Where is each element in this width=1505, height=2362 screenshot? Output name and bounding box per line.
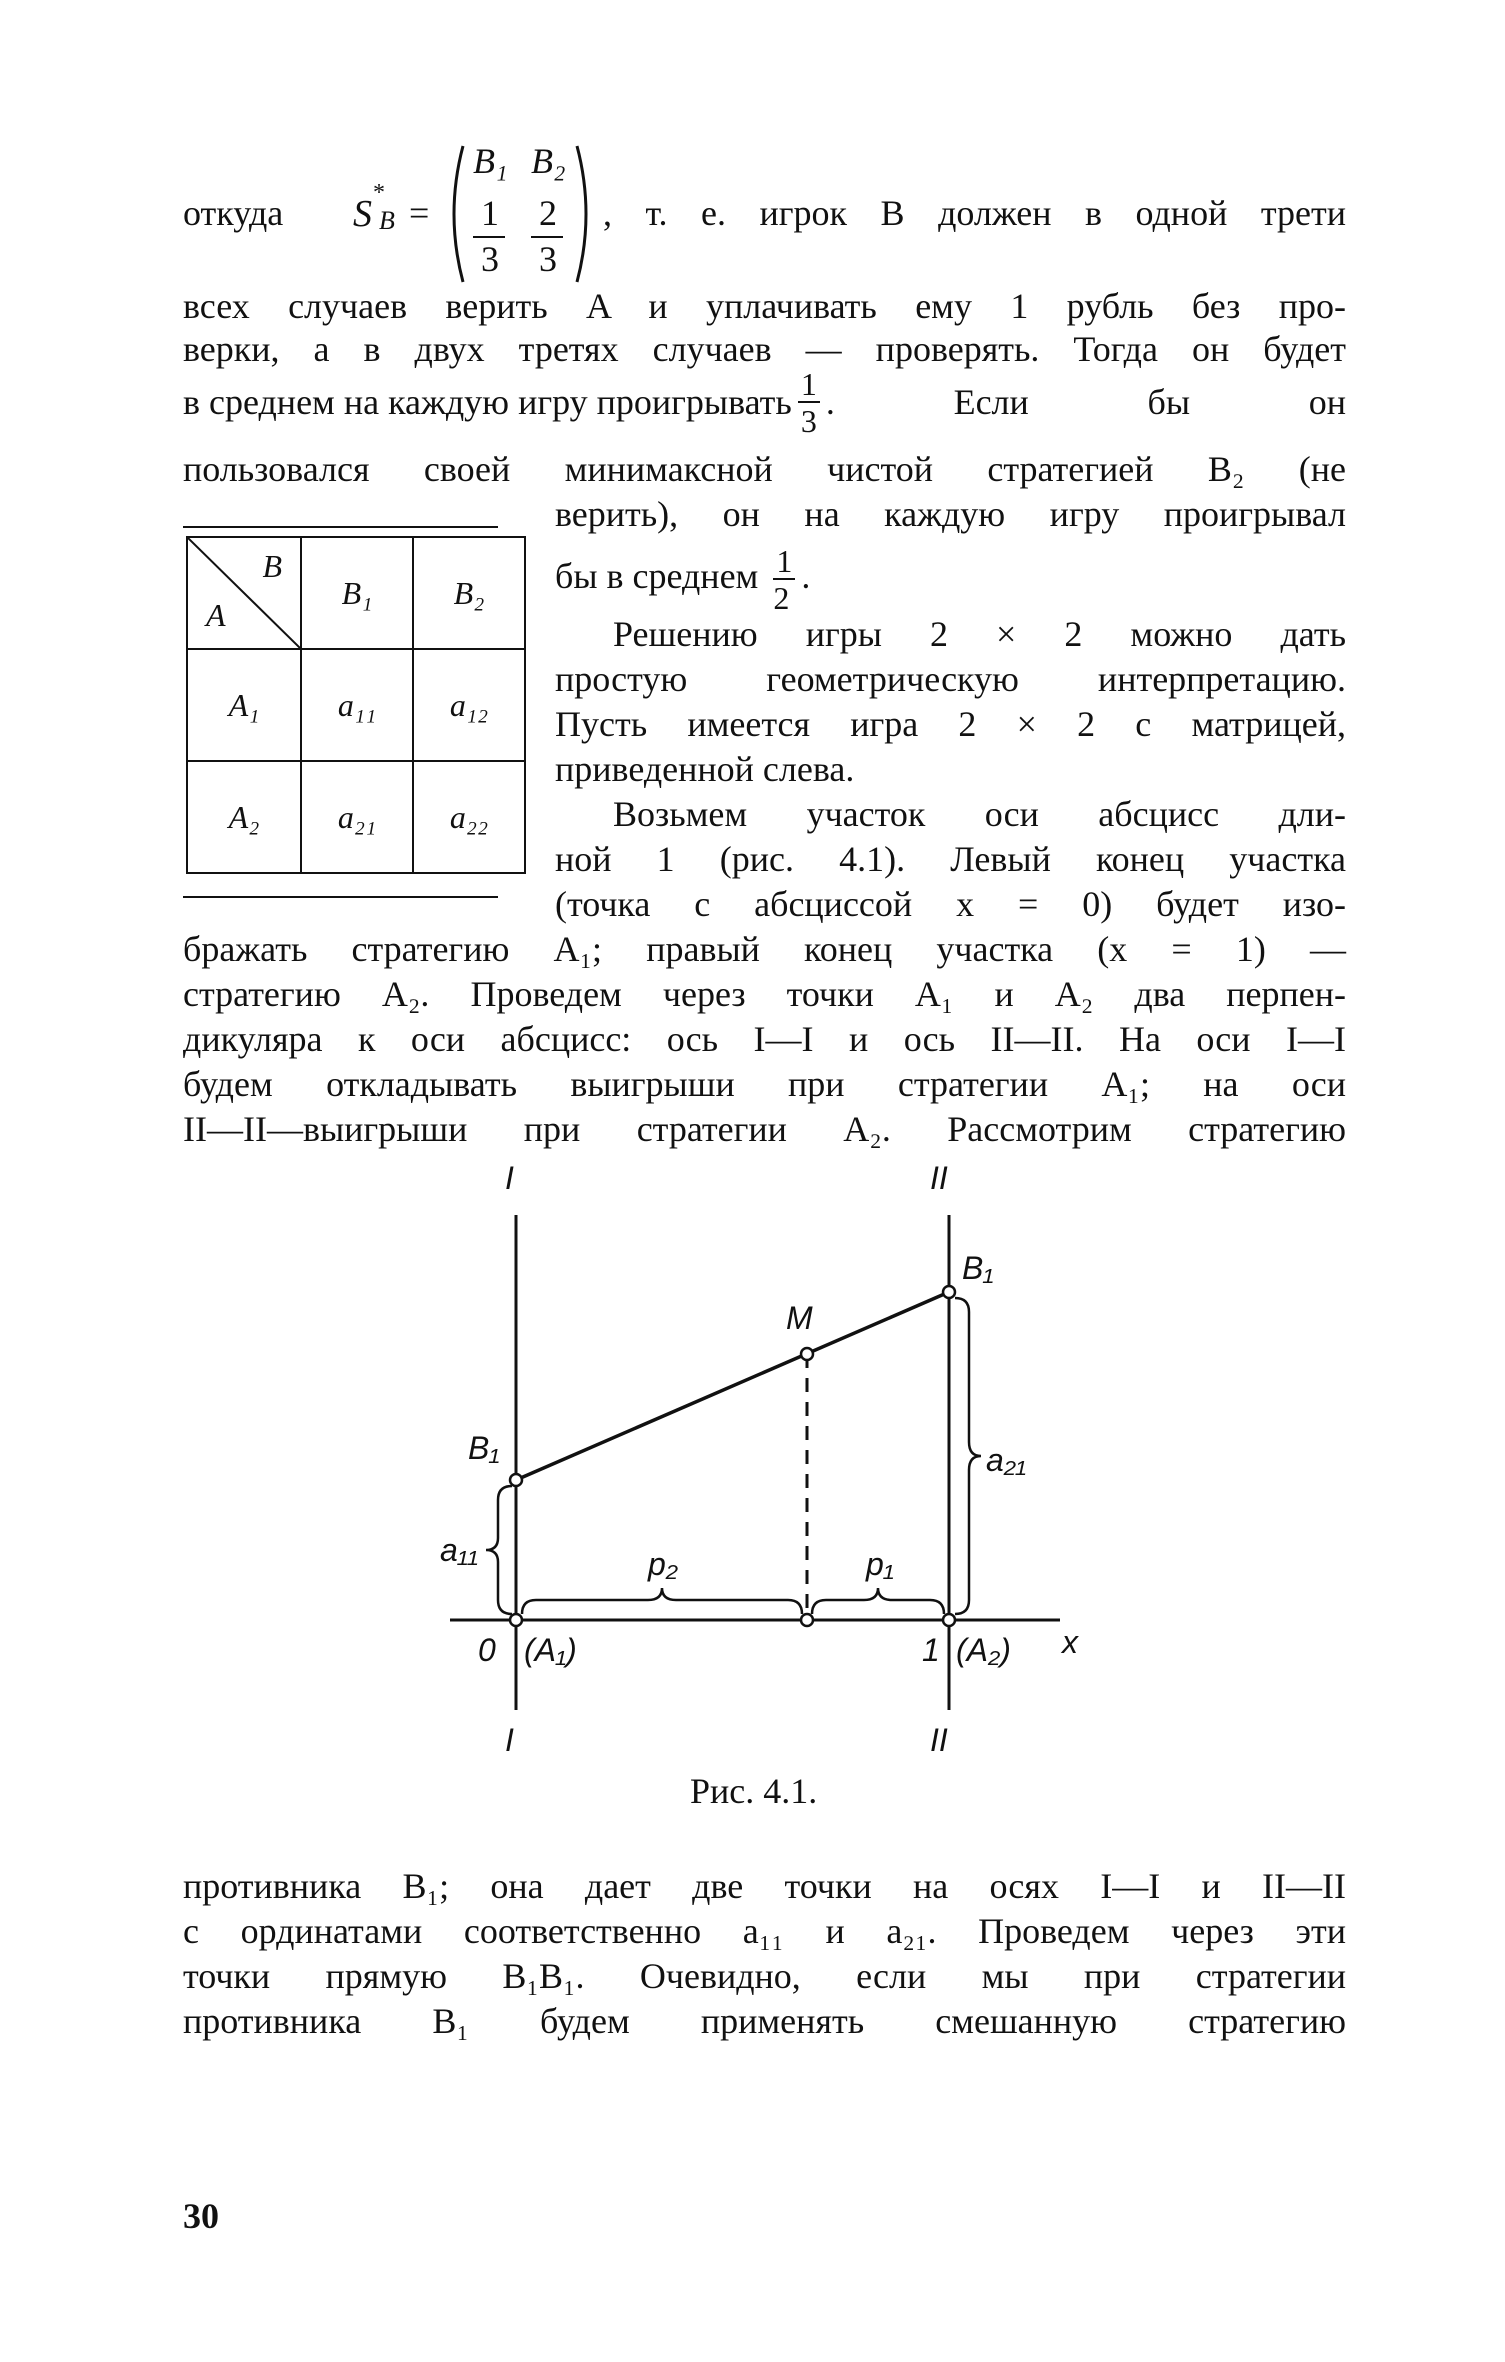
formula-s-sup: *	[373, 180, 385, 206]
para4-line2: с ординатами соответственно a₁₁ и a₂₁. Проведем через эти	[183, 1911, 1346, 1951]
figure-caption: Рис. 4.1.	[690, 1771, 818, 1811]
matrix-cell: a₁₁	[301, 649, 413, 761]
para3-line7: будем откладывать выигрыши при стратегии A₁; на оси	[183, 1064, 1346, 1104]
formula-equals: =	[409, 193, 430, 233]
formula-s-var: S	[353, 193, 372, 235]
x-axis-label: x	[1062, 1624, 1078, 1660]
para3-line6: дикуляра к оси абсцисс: ось I—I и ось II—II. На оси I—I	[183, 1019, 1346, 1059]
para3-line3: (точка с абсциссой x = 0) будет изо-	[555, 884, 1346, 924]
b1-left-label: B₁	[468, 1430, 500, 1466]
para2-line1: Решению игры 2 × 2 можно дать	[613, 614, 1346, 654]
matrix-cell: a₂₂	[413, 761, 525, 873]
p1-label: p₁	[866, 1546, 894, 1582]
para2-line2: простую геометрическую интерпретацию.	[555, 659, 1346, 699]
a21-label: a₂₁	[986, 1442, 1027, 1478]
para1-line4: пользовался своей минимаксной чистой стратегией B₂ (не	[183, 449, 1346, 489]
axis-i-bottom-label: I	[505, 1722, 514, 1758]
para3-line4: бражать стратегию A₁; правый конец участка (x = 1) —	[183, 929, 1346, 969]
para3-line2: ной 1 (рис. 4.1). Левый конец участка	[555, 839, 1346, 879]
para1-line2: верки, а в двух третях случаев — проверять. Тогда он будет	[183, 329, 1346, 369]
matrix-row-head: A₂	[187, 761, 301, 873]
para3-line1: Возьмем участок оси абсцисс дли-	[613, 794, 1346, 834]
para2-line4: приведенной слева.	[555, 749, 855, 789]
m-label: M	[786, 1300, 813, 1336]
page-number: 30	[183, 2196, 219, 2236]
formula-frac1-num: 1	[481, 193, 499, 233]
para1-line3-post: . Если бы он	[825, 382, 1346, 422]
brace-a11	[486, 1486, 512, 1614]
axis-i-top-label: I	[505, 1160, 514, 1196]
brace-a21	[955, 1298, 981, 1614]
brace-p1	[812, 1588, 944, 1614]
point-one	[943, 1614, 955, 1626]
matrix-cell: a₂₁	[301, 761, 413, 873]
matrix-col-head: B₁	[301, 537, 413, 649]
matrix-cell: a₁₂	[413, 649, 525, 761]
formula-frac1-den: 3	[481, 239, 499, 279]
formula-suffix: , т. е. игрок B должен в одной трети	[603, 193, 1346, 233]
matrix-row-head: A₁	[187, 649, 301, 761]
point-x	[801, 1614, 813, 1626]
formula-frac2-num: 2	[539, 193, 557, 233]
axis-ii-top-label: II	[930, 1160, 948, 1196]
para1-line6-pre: бы в среднем	[555, 555, 759, 596]
para1-line1: всех случаев верить A и уплачивать ему 1 рубль без про-	[183, 286, 1346, 326]
para4-line3: точки прямую B₁B₁. Очевидно, если мы при стратегии	[183, 1956, 1346, 1996]
point-m	[801, 1348, 813, 1360]
a11-label: a₁₁	[440, 1532, 478, 1568]
para1-line5: верить), он на каждую игру проигрывал	[555, 494, 1346, 534]
one-strategy-label: (A₂)	[956, 1632, 1011, 1668]
axis-ii-bottom-label: II	[930, 1722, 948, 1758]
origin-label: 0	[478, 1632, 496, 1668]
para1-line3-pre: в среднем на каждую игру проигрывать	[183, 382, 792, 422]
para4-line1: противника B₁; она дает две точки на осях I—I и II—II	[183, 1866, 1346, 1906]
line-b1-b1	[516, 1292, 949, 1480]
formula-prefix: откуда	[183, 193, 284, 233]
para4-line4: противника B₁ будем применять смешанную стратегию	[183, 2001, 1346, 2041]
matrix-corner-a: A	[206, 597, 226, 633]
para3-line8: II—II—выигрыши при стратегии A₂. Рассмотрим стратегию	[183, 1109, 1346, 1149]
b1-right-label: B₁	[962, 1250, 994, 1286]
para1-line6-post: .	[801, 555, 811, 596]
origin-strategy-label: (A₁)	[524, 1632, 577, 1668]
one-label: 1	[922, 1632, 940, 1668]
formula-frac2-den: 3	[539, 239, 557, 279]
matrix-corner-b: B	[262, 548, 282, 584]
point-origin	[510, 1614, 522, 1626]
formula-s-sub: B	[379, 206, 395, 235]
matrix-col-head: B₂	[413, 537, 525, 649]
p2-label: p₂	[648, 1546, 678, 1582]
point-b1-right	[943, 1286, 955, 1298]
para3-line5: стратегию A₂. Проведем через точки A₁ и A₂ два перпен-	[183, 974, 1346, 1014]
brace-p2	[522, 1588, 802, 1614]
para1-line3-frac: $\frac{1}{3}$	[798, 368, 820, 437]
para2-line3: Пусть имеется игра 2 × 2 с матрицей,	[555, 704, 1346, 744]
point-b1-left	[510, 1474, 522, 1486]
formula-col1-head: B₁	[473, 141, 508, 181]
para1-line6-frac: $\frac{1}{2}$	[773, 545, 795, 614]
formula-col2-head: B₂	[531, 141, 566, 181]
